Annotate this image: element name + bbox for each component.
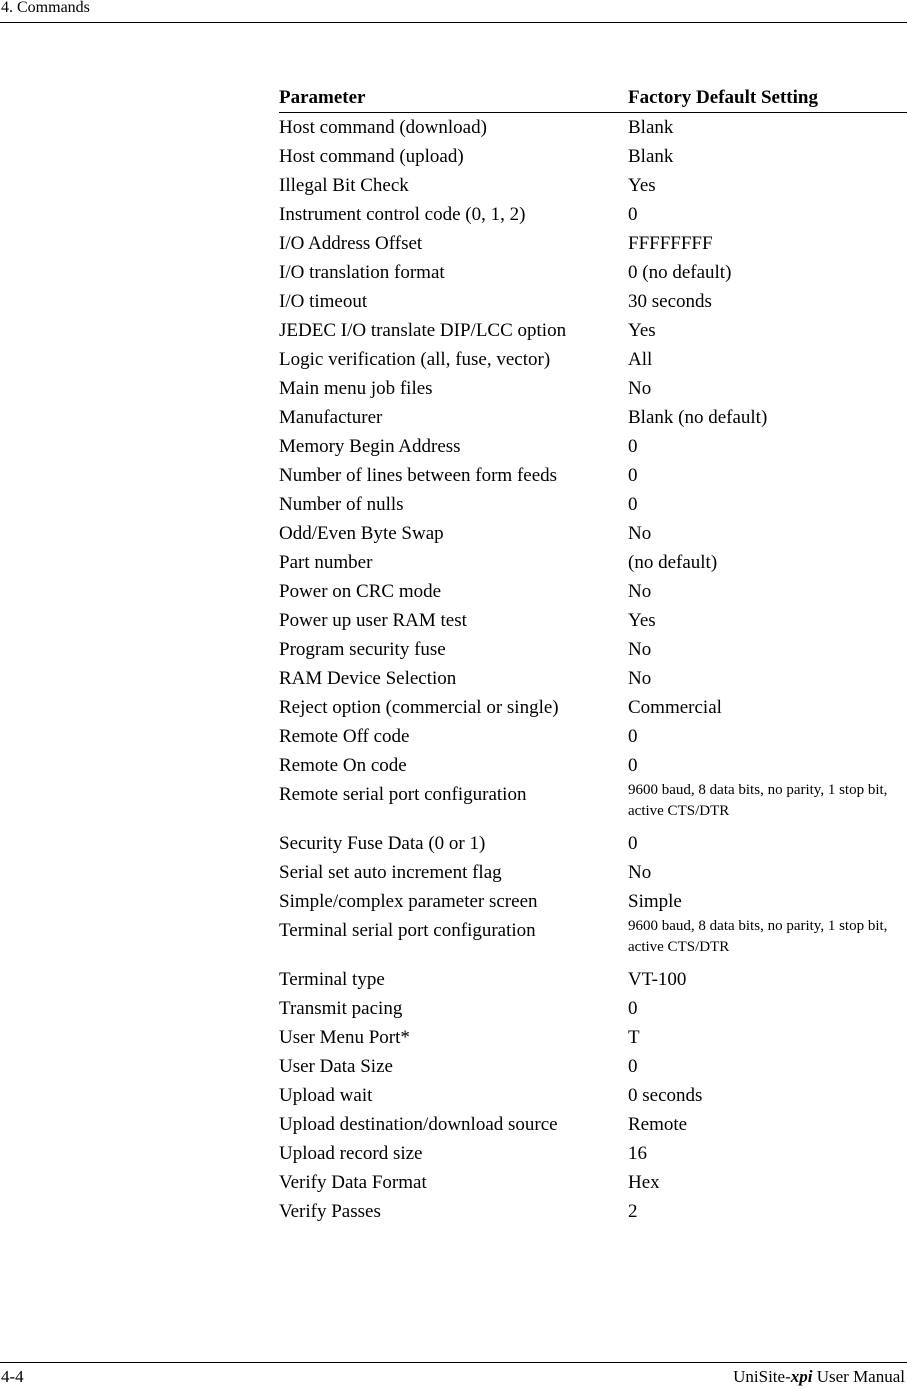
parameter-cell: Verify Data Format	[279, 1172, 427, 1193]
parameter-cell: Upload wait	[279, 1085, 373, 1106]
table-row	[279, 722, 907, 751]
parameter-cell: Simple/complex parameter screen	[279, 891, 538, 912]
manual-title	[733, 1367, 905, 1387]
default-cell: Simple	[628, 891, 682, 912]
table-row	[279, 374, 907, 403]
default-cell: Yes	[628, 175, 656, 196]
manual-title-suffix: User Manual	[812, 1367, 905, 1386]
parameter-cell: Remote On code	[279, 755, 407, 776]
table-row	[279, 1197, 907, 1226]
table-row	[279, 403, 907, 432]
table-row	[279, 113, 907, 142]
parameter-cell: Serial set auto increment flag	[279, 862, 502, 883]
default-cell: Yes	[628, 610, 656, 631]
default-cell: 0	[628, 998, 638, 1019]
table-row	[279, 606, 907, 635]
default-cell: 0	[628, 833, 638, 854]
table-row	[279, 829, 907, 858]
parameter-cell: Main menu job files	[279, 378, 433, 399]
default-cell: (no default)	[628, 552, 718, 573]
parameter-cell: Odd/Even Byte Swap	[279, 523, 444, 544]
default-cell: 9600 baud, 8 data bits, no parity, 1 stop bit, active CTS/DTR	[628, 782, 888, 819]
table-row	[279, 548, 907, 577]
table-row	[279, 916, 907, 965]
table-row	[279, 1081, 907, 1110]
default-cell: 16	[628, 1143, 647, 1164]
parameter-cell: Remote serial port configuration	[279, 784, 527, 805]
table-header	[279, 84, 907, 113]
default-cell: 0 (no default)	[628, 262, 732, 283]
parameter-cell: Number of lines between form feeds	[279, 465, 558, 486]
table-row	[279, 577, 907, 606]
default-cell: No	[628, 639, 652, 660]
parameter-cell: Part number	[279, 552, 373, 573]
default-cell: Blank	[628, 146, 674, 167]
parameter-cell: User Data Size	[279, 1056, 393, 1077]
parameter-cell: Logic verification (all, fuse, vector)	[279, 349, 551, 370]
parameter-cell: Terminal serial port configuration	[279, 920, 536, 941]
parameter-cell: Verify Passes	[279, 1201, 381, 1222]
default-cell: Blank	[628, 117, 674, 138]
default-cell: 0	[628, 726, 638, 747]
default-cell: FFFFFFFF	[628, 233, 713, 254]
parameter-cell: Program security fuse	[279, 639, 446, 660]
default-cell: No	[628, 523, 652, 544]
default-cell: T	[628, 1027, 640, 1048]
default-cell: All	[628, 349, 653, 370]
parameter-cell: Security Fuse Data (0 or 1)	[279, 833, 486, 854]
table-row	[279, 490, 907, 519]
default-cell: No	[628, 378, 652, 399]
table-row	[279, 345, 907, 374]
default-cell: Commercial	[628, 697, 722, 718]
column-header-default: Factory Default Setting	[628, 87, 818, 108]
table-row	[279, 635, 907, 664]
table-row	[279, 1052, 907, 1081]
table-row	[279, 287, 907, 316]
parameter-cell: User Menu Port*	[279, 1027, 410, 1048]
table-row	[279, 965, 907, 994]
parameter-cell: I/O translation format	[279, 262, 445, 283]
default-cell: Hex	[628, 1172, 660, 1193]
default-cell: 0 seconds	[628, 1085, 703, 1106]
default-cell: Remote	[628, 1114, 688, 1135]
parameter-cell: Upload destination/download source	[279, 1114, 558, 1135]
parameter-cell: I/O Address Offset	[279, 233, 423, 254]
table-row	[279, 664, 907, 693]
default-cell: 0	[628, 755, 638, 776]
table-row	[279, 258, 907, 287]
parameter-cell: Host command (upload)	[279, 146, 464, 167]
page-footer	[0, 1362, 907, 1390]
manual-title-product: xpi	[790, 1367, 813, 1386]
page-header	[0, 0, 907, 23]
parameter-cell: Power on CRC mode	[279, 581, 442, 602]
parameter-cell: Host command (download)	[279, 117, 487, 138]
parameter-cell: Remote Off code	[279, 726, 410, 747]
default-cell: 30 seconds	[628, 291, 712, 312]
table-row	[279, 461, 907, 490]
table-row	[279, 1139, 907, 1168]
table-row	[279, 142, 907, 171]
default-cell: Yes	[628, 320, 656, 341]
parameter-cell: Illegal Bit Check	[279, 175, 409, 196]
table-row	[279, 1110, 907, 1139]
parameter-cell: RAM Device Selection	[279, 668, 457, 689]
table-row	[279, 693, 907, 722]
default-cell: No	[628, 668, 652, 689]
default-cell: 0	[628, 436, 638, 457]
table-row	[279, 858, 907, 887]
table-row	[279, 887, 907, 916]
manual-title-prefix: UniSite-	[733, 1367, 791, 1386]
table-body	[279, 113, 907, 1226]
default-cell: 9600 baud, 8 data bits, no parity, 1 stop bit, active CTS/DTR	[628, 918, 888, 955]
chapter-title: 4. Commands	[1, 0, 90, 16]
parameter-cell: Number of nulls	[279, 494, 404, 515]
parameter-cell: JEDEC I/O translate DIP/LCC option	[279, 320, 567, 341]
default-cell: No	[628, 581, 652, 602]
parameter-cell: Reject option (commercial or single)	[279, 697, 559, 718]
default-cell: No	[628, 862, 652, 883]
parameter-cell: Memory Begin Address	[279, 436, 461, 457]
table-row	[279, 994, 907, 1023]
parameter-cell: Terminal type	[279, 969, 385, 990]
default-cell: 0	[628, 1056, 638, 1077]
parameter-cell: Upload record size	[279, 1143, 423, 1164]
parameter-cell: Manufacturer	[279, 407, 383, 428]
default-cell: Blank (no default)	[628, 407, 768, 428]
parameter-cell: Transmit pacing	[279, 998, 403, 1019]
table-row	[279, 316, 907, 345]
column-header-parameter: Parameter	[279, 87, 366, 108]
table-row	[279, 780, 907, 829]
parameter-cell: Power up user RAM test	[279, 610, 467, 631]
default-cell: VT-100	[628, 969, 687, 990]
table-row	[279, 1023, 907, 1052]
table-row	[279, 751, 907, 780]
page-number: 4-4	[1, 1367, 24, 1386]
table-row	[279, 229, 907, 258]
factory-defaults-table	[279, 84, 907, 1226]
default-cell: 2	[628, 1201, 638, 1222]
table-row	[279, 200, 907, 229]
parameter-cell: Instrument control code (0, 1, 2)	[279, 204, 526, 225]
table-row	[279, 171, 907, 200]
default-cell: 0	[628, 494, 638, 515]
default-cell: 0	[628, 465, 638, 486]
table-row	[279, 432, 907, 461]
default-cell: 0	[628, 204, 638, 225]
parameter-cell: I/O timeout	[279, 291, 368, 312]
table-row	[279, 519, 907, 548]
table-row	[279, 1168, 907, 1197]
